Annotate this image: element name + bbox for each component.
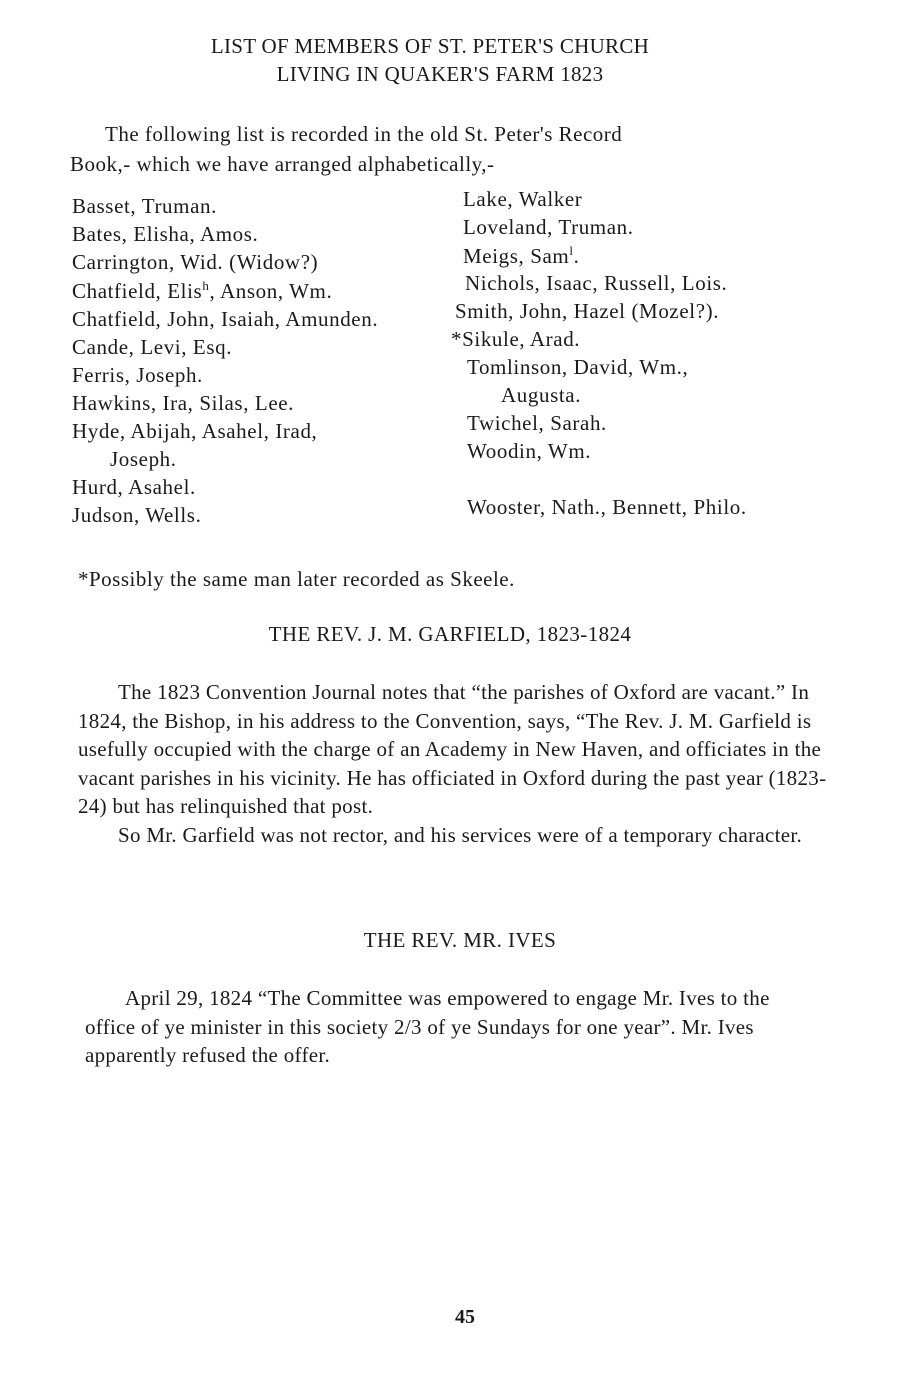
section-heading-ives: THE REV. MR. IVES (363, 928, 557, 952)
page-title-line-1: LIST OF MEMBERS OF ST. PETER'S CHURCH (210, 34, 650, 58)
members-left-column (72, 194, 472, 539)
member-entry: Cande, Levi, Esq. (72, 335, 233, 359)
member-entry-text: Meigs, Sam (463, 244, 570, 268)
member-entry: Ferris, Joseph. (72, 363, 203, 387)
member-entry: Lake, Walker (463, 187, 583, 211)
intro-line-2: Book,- which we have arranged alphabetically,- (70, 152, 495, 176)
member-entry-continuation: Augusta. (501, 383, 582, 407)
members-right-column (451, 187, 855, 527)
ives-paragraph-1: April 29, 1824 “The Committee was empowered to engage Mr. Ives to the office of ye minister in this society 2/3 of ye Sundays for one year”. Mr. Ives apparently refused the offer. (85, 986, 770, 1067)
member-entry: Loveland, Truman. (463, 215, 634, 239)
member-entry: Twichel, Sarah. (467, 411, 607, 435)
member-entry-superscript: l (569, 243, 574, 258)
garfield-paragraph-2: So Mr. Garfield was not rector, and his services were of a temporary character. (118, 822, 803, 847)
member-entry-superscript: h (202, 278, 210, 293)
member-entry-text: . (573, 244, 580, 268)
member-entry: Carrington, Wid. (Widow?) (72, 250, 319, 274)
section-heading-garfield: THE REV. J. M. GARFIELD, 1823-1824 (268, 622, 632, 646)
member-entry: Hawkins, Ira, Silas, Lee. (72, 391, 295, 415)
footnote: *Possibly the same man later recorded as Skeele. (78, 567, 515, 591)
page-number: 45 (455, 1306, 475, 1328)
member-entry-continuation: Joseph. (110, 447, 177, 471)
member-entry: Judson, Wells. (72, 503, 202, 527)
member-entry: Tomlinson, David, Wm., (467, 355, 689, 379)
garfield-section-body (78, 678, 838, 849)
member-entry: Chatfield, John, Isaiah, Amunden. (72, 307, 379, 331)
member-entry: Hyde, Abijah, Asahel, Irad, (72, 419, 318, 443)
member-entry: Nichols, Isaac, Russell, Lois. (465, 271, 728, 295)
ives-section-body (85, 984, 825, 1070)
member-entry (72, 278, 332, 304)
member-entry: Smith, John, Hazel (Mozel?). (455, 299, 720, 323)
intro-line-1: The following list is recorded in the old St. Peter's Record (105, 122, 623, 146)
member-entry: *Sikule, Arad. (451, 327, 581, 351)
member-entry-text: Chatfield, Elis (72, 279, 203, 303)
member-entry-text: , Anson, Wm. (209, 279, 333, 303)
member-entry: Wooster, Nath., Bennett, Philo. (467, 495, 747, 519)
member-entry: Bates, Elisha, Amos. (72, 222, 259, 246)
garfield-paragraph-1: The 1823 Convention Journal notes that “the parishes of Oxford are vacant.” In 1824, the Bishop, in his address to the Convention, says, “The Rev. J. M. Garfield is usefully occupied with the charge of an Academy in New Haven, and officiates in the vacant parishes in his vicinity. He has officiated in Oxford during the past year (1823-24) but has relinquished that post. (78, 680, 827, 818)
member-entry: Woodin, Wm. (467, 439, 592, 463)
member-entry (463, 243, 579, 269)
page-title-line-2: LIVING IN QUAKER'S FARM 1823 (276, 62, 604, 86)
member-entry: Hurd, Asahel. (72, 475, 196, 499)
member-entry: Basset, Truman. (72, 194, 217, 218)
